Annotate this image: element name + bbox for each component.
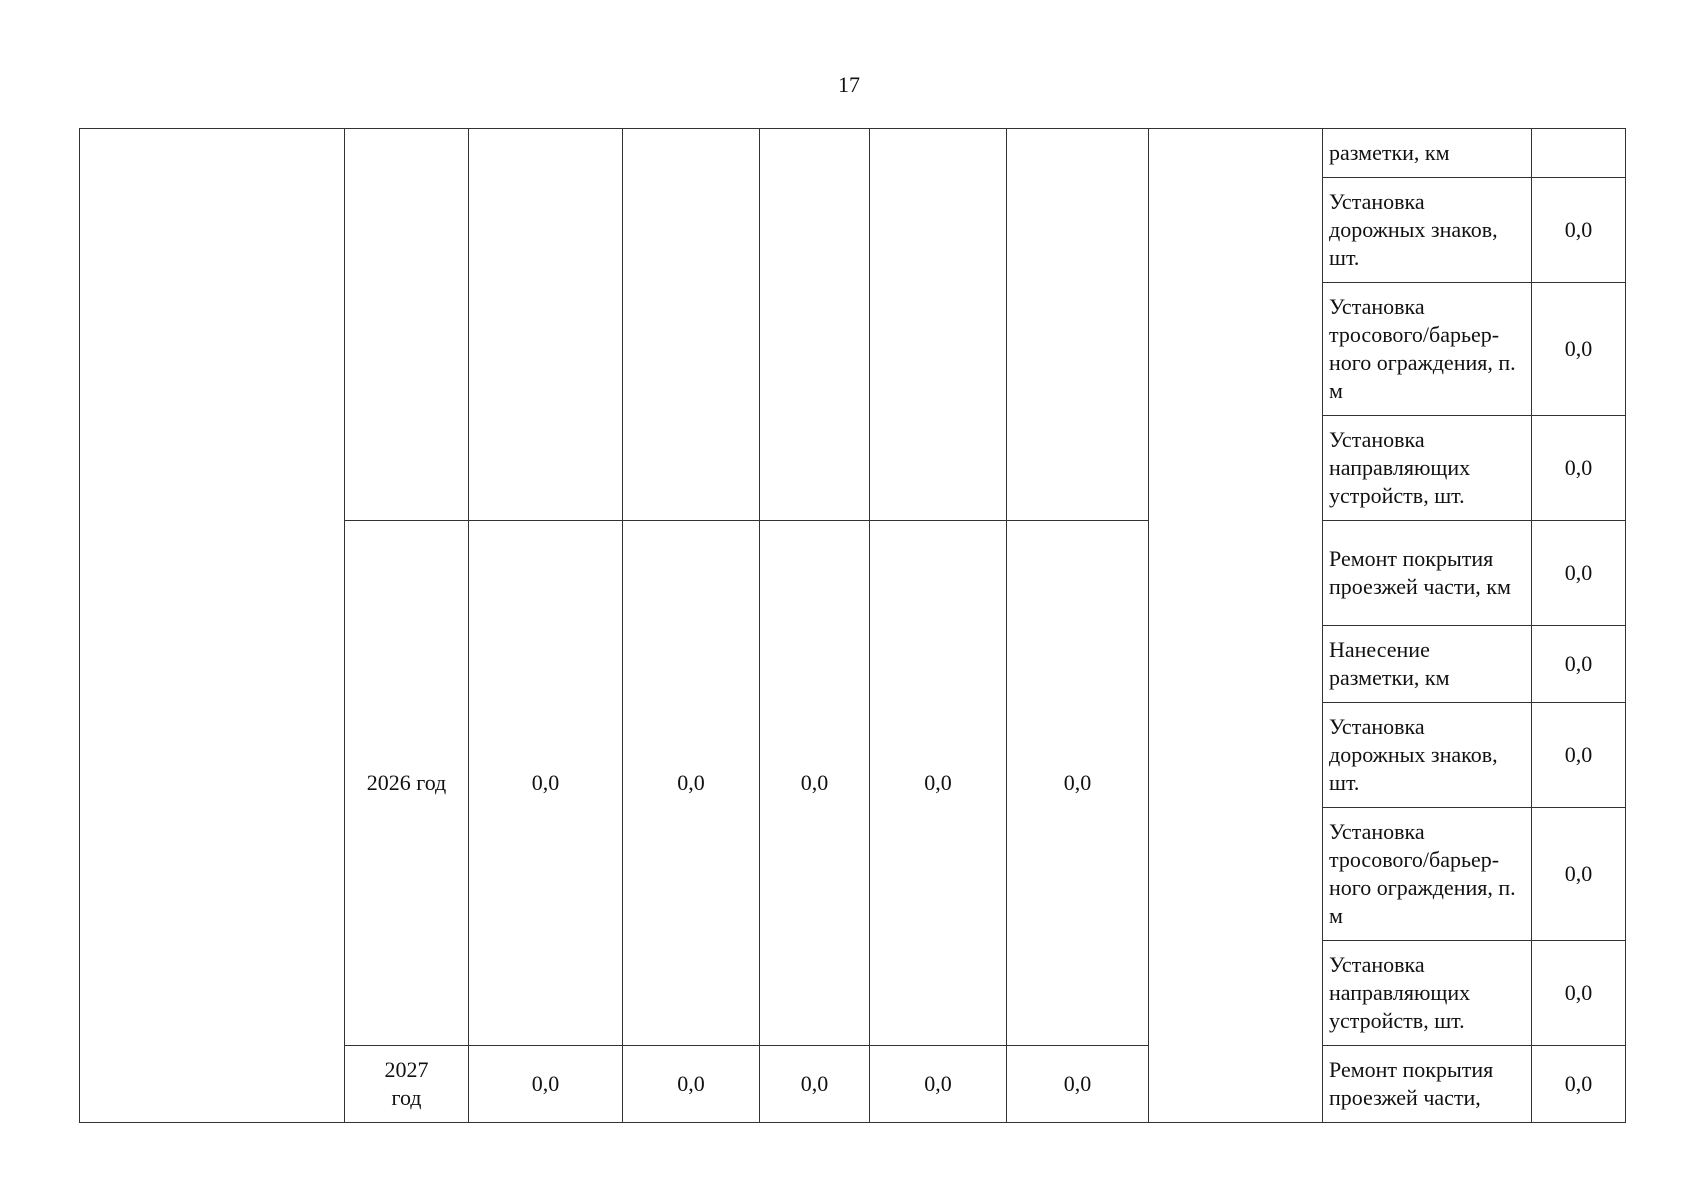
value-cell: 0,0 xyxy=(1007,1046,1149,1123)
work-description: Нанесение разметки, км xyxy=(1323,626,1532,703)
value-cell: 0,0 xyxy=(469,1046,623,1123)
work-value: 0,0 xyxy=(1532,521,1626,626)
work-value: 0,0 xyxy=(1532,808,1626,941)
value-cell: 0,0 xyxy=(1007,521,1149,1046)
merged-empty-column xyxy=(1149,129,1323,1123)
year-label: 2026 год xyxy=(345,521,469,1046)
value-cell-empty xyxy=(469,129,623,521)
value-cell: 0,0 xyxy=(469,521,623,1046)
value-cell: 0,0 xyxy=(870,521,1007,1046)
work-value xyxy=(1532,129,1626,178)
value-cell: 0,0 xyxy=(760,521,870,1046)
table-row xyxy=(80,129,1626,178)
work-value: 0,0 xyxy=(1532,416,1626,521)
work-description: Установка дорожных знаков, шт. xyxy=(1323,178,1532,283)
work-description: Ремонт покрытия проезжей части, xyxy=(1323,1046,1532,1123)
value-cell-empty xyxy=(623,129,760,521)
work-description: разметки, км xyxy=(1323,129,1532,178)
work-value: 0,0 xyxy=(1532,703,1626,808)
value-cell-empty xyxy=(760,129,870,521)
value-cell-empty xyxy=(1007,129,1149,521)
work-value: 0,0 xyxy=(1532,178,1626,283)
work-value: 0,0 xyxy=(1532,941,1626,1046)
work-description: Ремонт покрытия проезжей части, км xyxy=(1323,521,1532,626)
work-description: Установка дорожных знаков, шт. xyxy=(1323,703,1532,808)
data-table xyxy=(79,128,1626,1123)
value-cell: 0,0 xyxy=(623,1046,760,1123)
work-description: Установка направляющих устройств, шт. xyxy=(1323,941,1532,1046)
year-label: 2027 год xyxy=(345,1046,469,1123)
work-value: 0,0 xyxy=(1532,1046,1626,1123)
value-cell: 0,0 xyxy=(623,521,760,1046)
first-column-cell xyxy=(80,129,345,1123)
value-cell: 0,0 xyxy=(760,1046,870,1123)
value-cell: 0,0 xyxy=(870,1046,1007,1123)
year-cell-empty xyxy=(345,129,469,521)
work-description: Установка направляющих устройств, шт. xyxy=(1323,416,1532,521)
value-cell-empty xyxy=(870,129,1007,521)
work-value: 0,0 xyxy=(1532,626,1626,703)
work-description: Установка тросового/барьер-ного ограждения, п. м xyxy=(1323,283,1532,416)
page-number: 17 xyxy=(838,72,860,97)
work-description: Установка тросового/барьер-ного ограждения, п. м xyxy=(1323,808,1532,941)
work-value: 0,0 xyxy=(1532,283,1626,416)
